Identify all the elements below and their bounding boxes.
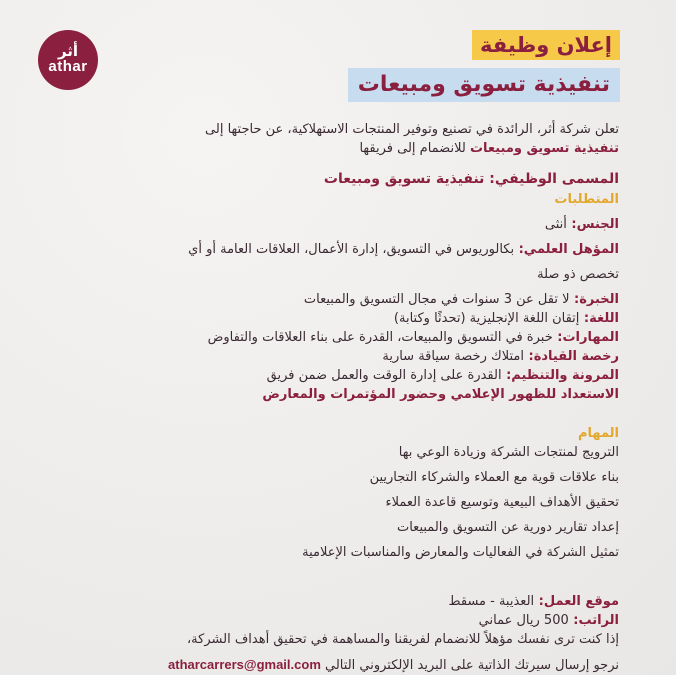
post-body [59, 120, 619, 675]
job-title-label: المسمى الوظيفي: [484, 171, 619, 187]
job-title-line [59, 168, 619, 190]
intro-position: تنفيذية تسويق ومبيعات [469, 141, 619, 156]
location-value: العذيبة - مسقط [448, 594, 535, 609]
req-media [59, 385, 619, 404]
req-qualification [59, 240, 619, 259]
closing-text: نرجو إرسال سيرتك الذاتية على البريد الإلكتروني التالي [320, 658, 619, 673]
req-flexibility-label: المرونة والتنظيم: [501, 368, 619, 383]
req-skills-value: خبرة في التسويق والمبيعات، القدرة على بناء العلاقات والتفاوض [207, 330, 553, 345]
requirements-heading: المتطلبات [554, 192, 619, 207]
job-title-value: تنفيذية تسويق ومبيعات [323, 171, 485, 187]
task-item: الترويج لمنتجات الشركة وزيادة الوعي بها [398, 445, 619, 460]
req-language-value: إتقان اللغة الإنجليزية (تحدثًا وكتابة) [393, 311, 580, 326]
req-skills-label: المهارات: [552, 330, 619, 345]
intro-rest: للانضمام إلى فريقها [359, 141, 470, 156]
closing-line-2 [59, 655, 619, 675]
req-flexibility-value: القدرة على إدارة الوقت والعمل ضمن فريق [266, 368, 502, 383]
req-driving-value: امتلاك رخصة سياقة سارية [382, 349, 524, 364]
task-item: تمثيل الشركة في الفعاليات والمعارض والمناسبات الإعلامية [302, 545, 619, 560]
req-experience [59, 290, 619, 309]
req-gender-label: الجنس: [566, 217, 619, 232]
email-link[interactable]: atharcarrers@gmail.com [168, 657, 321, 672]
closing-line-1: إذا كنت ترى نفسك مؤهلاً للانضمام لفريقنا والمساهمة في تحقيق أهداف الشركة، [186, 632, 619, 647]
req-gender [59, 215, 619, 234]
req-media-text: الاستعداد للظهور الإعلامي وحضور المؤتمرات والمعارض [262, 387, 619, 402]
req-qualification-cont [59, 265, 619, 284]
logo-arabic-text: أثر [57, 41, 79, 60]
req-qualification-label: المؤهل العلمي: [514, 242, 619, 257]
req-flexibility [59, 366, 619, 385]
position-badge: تنفيذية تسويق ومبيعات [348, 68, 620, 102]
task-item: تحقيق الأهداف البيعية وتوسيع قاعدة العملاء [385, 495, 619, 510]
req-language [59, 309, 619, 328]
intro-line-1 [59, 120, 619, 139]
location-label: موقع العمل: [534, 594, 619, 609]
task-item: بناء علاقات قوية مع العملاء والشركاء التجاريين [369, 470, 619, 485]
announcement-badge: إعلان وظيفة [472, 30, 620, 60]
req-driving [59, 347, 619, 366]
athar-logo [38, 30, 98, 90]
salary-value: 500 ريال عماني [478, 613, 569, 628]
work-location [59, 592, 619, 611]
intro-text: تعلن شركة أثر، الرائدة في تصنيع وتوفير المنتجات الاستهلاكية، عن حاجتها إلى [205, 122, 619, 137]
req-language-label: اللغة: [579, 311, 619, 326]
req-experience-label: الخبرة: [569, 292, 619, 307]
tasks-heading: المهام [577, 426, 619, 441]
salary [59, 611, 619, 630]
req-qualification-value-2: تخصص ذو صلة [537, 267, 619, 282]
task-item: إعداد تقارير دورية عن التسويق والمبيعات [396, 520, 619, 535]
req-gender-value: أنثى [544, 217, 567, 232]
req-experience-value: لا تقل عن 3 سنوات في مجال التسويق والمبيعات [303, 292, 570, 307]
req-skills [59, 328, 619, 347]
logo-english-text: athar [48, 57, 88, 75]
req-qualification-value: بكالوريوس في التسويق، إدارة الأعمال، العلاقات العامة أو أي [188, 242, 515, 257]
intro-line-2 [59, 139, 619, 158]
salary-label: الراتب: [568, 613, 619, 628]
req-driving-label: رخصة القيادة: [523, 349, 619, 364]
